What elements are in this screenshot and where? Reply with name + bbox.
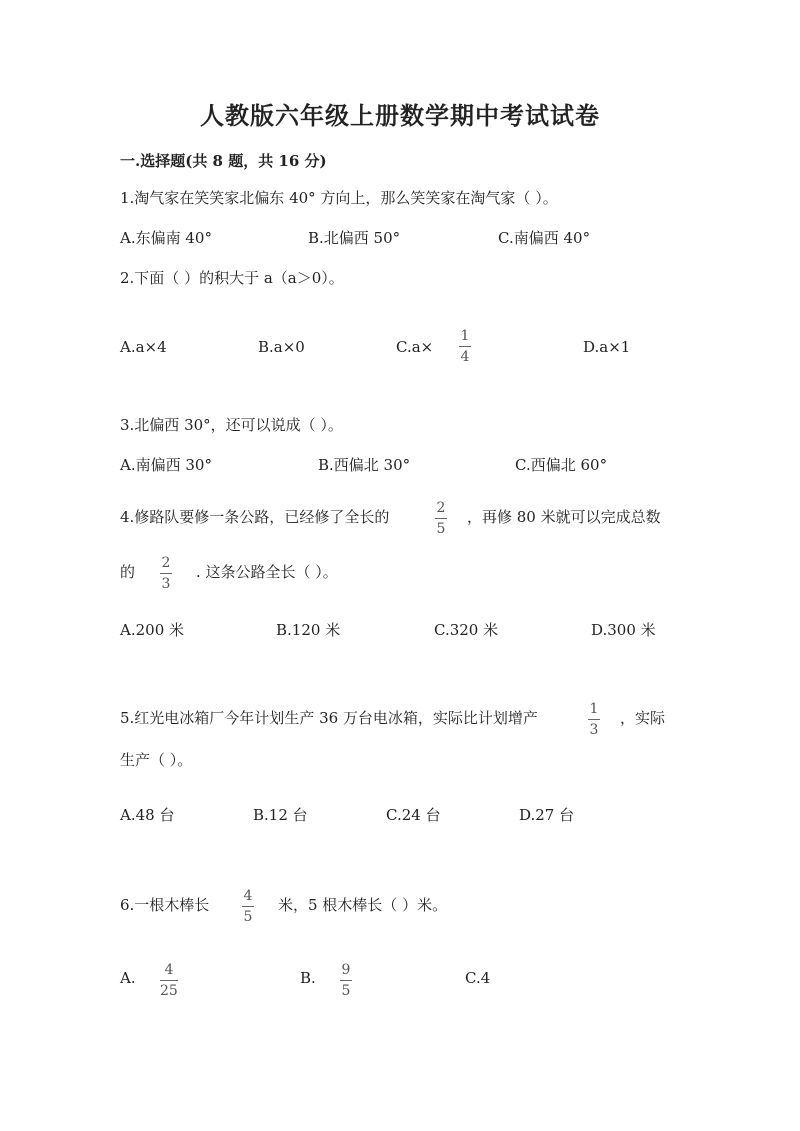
q2-option-d: D.a×1 bbox=[583, 338, 631, 356]
fraction-numerator: 2 bbox=[161, 555, 171, 571]
fraction-denominator: 3 bbox=[161, 576, 171, 592]
q2-option-b: B.a×0 bbox=[258, 338, 305, 356]
q2-option-a: A.a×4 bbox=[120, 338, 167, 356]
fraction-bar bbox=[160, 980, 178, 981]
question-6-text-part2: 米，5 根木棒长（ ）米。 bbox=[278, 896, 448, 914]
q5-option-d: D.27 台 bbox=[519, 806, 575, 824]
fraction-numerator: 4 bbox=[164, 962, 174, 978]
question-4-text-part2: ，再修 80 米就可以完成总数 bbox=[467, 508, 661, 526]
fraction-bar bbox=[242, 906, 254, 907]
fraction-numerator: 1 bbox=[460, 328, 470, 344]
q3-option-b: B.西偏北 30° bbox=[318, 456, 411, 474]
q1-option-c: C.南偏西 40° bbox=[498, 229, 591, 247]
fraction-numerator: 4 bbox=[243, 888, 253, 904]
fraction-bar bbox=[588, 719, 600, 720]
q6-option-c: C.4 bbox=[465, 969, 491, 987]
fraction-denominator: 5 bbox=[436, 521, 446, 537]
fraction-denominator: 5 bbox=[341, 983, 351, 999]
fraction-denominator: 5 bbox=[243, 909, 253, 925]
question-6-text-part1: 6.一根木棒长 bbox=[120, 896, 210, 914]
fraction-bar bbox=[340, 980, 352, 981]
q4-fraction-2 bbox=[160, 555, 172, 592]
question-4-text-part4: . 这条公路全长（ ）。 bbox=[196, 563, 338, 581]
question-1-text: 1.淘气家在笑笑家北偏东 40° 方向上，那么笑笑家在淘气家（ ）。 bbox=[120, 189, 558, 207]
q2-option-c-fraction bbox=[459, 328, 471, 365]
fraction-denominator: 3 bbox=[589, 722, 599, 738]
section-heading: 一.选择题(共 8 题，共 16 分) bbox=[120, 152, 327, 170]
q4-fraction-1 bbox=[435, 500, 447, 537]
q1-option-b: B.北偏西 50° bbox=[308, 229, 401, 247]
q3-option-a: A.南偏西 30° bbox=[120, 456, 212, 474]
page-title: 人教版六年级上册数学期中考试试卷 bbox=[200, 101, 600, 130]
q5-option-b: B.12 台 bbox=[253, 806, 308, 824]
q5-option-c: C.24 台 bbox=[386, 806, 441, 824]
q6-fraction bbox=[242, 888, 254, 925]
fraction-denominator: 4 bbox=[460, 349, 470, 365]
fraction-denominator: 25 bbox=[160, 983, 178, 999]
fraction-numerator: 1 bbox=[589, 701, 599, 717]
q6-option-b-fraction bbox=[340, 962, 352, 999]
question-2-text: 2.下面（ ）的积大于 a（a＞0）。 bbox=[120, 269, 344, 287]
q6-option-b: B. bbox=[300, 969, 316, 987]
q5-fraction bbox=[588, 701, 600, 738]
fraction-numerator: 2 bbox=[436, 500, 446, 516]
q2-option-c: C.a× bbox=[396, 338, 434, 356]
q4-option-c: C.320 米 bbox=[434, 621, 499, 639]
fraction-bar bbox=[435, 518, 447, 519]
question-5-text-part2: ，实际 bbox=[620, 709, 666, 727]
q4-option-d: D.300 米 bbox=[591, 621, 656, 639]
question-4-text-part3: 的 bbox=[120, 563, 136, 581]
fraction-numerator: 9 bbox=[341, 962, 351, 978]
fraction-bar bbox=[459, 346, 471, 347]
q6-option-a: A. bbox=[120, 969, 136, 987]
q3-option-c: C.西偏北 60° bbox=[515, 456, 608, 474]
q4-option-a: A.200 米 bbox=[120, 621, 184, 639]
question-5-text-part3: 生产（ ）。 bbox=[120, 751, 193, 769]
question-5-text-part1: 5.红光电冰箱厂今年计划生产 36 万台电冰箱，实际比计划增产 bbox=[120, 709, 538, 727]
question-3-text: 3.北偏西 30°，还可以说成（ ）。 bbox=[120, 416, 343, 434]
q1-option-a: A.东偏南 40° bbox=[120, 229, 212, 247]
q4-option-b: B.120 米 bbox=[276, 621, 341, 639]
fraction-bar bbox=[160, 573, 172, 574]
q6-option-a-fraction bbox=[160, 962, 178, 999]
q5-option-a: A.48 台 bbox=[120, 806, 175, 824]
question-4-text-part1: 4.修路队要修一条公路，已经修了全长的 bbox=[120, 508, 390, 526]
